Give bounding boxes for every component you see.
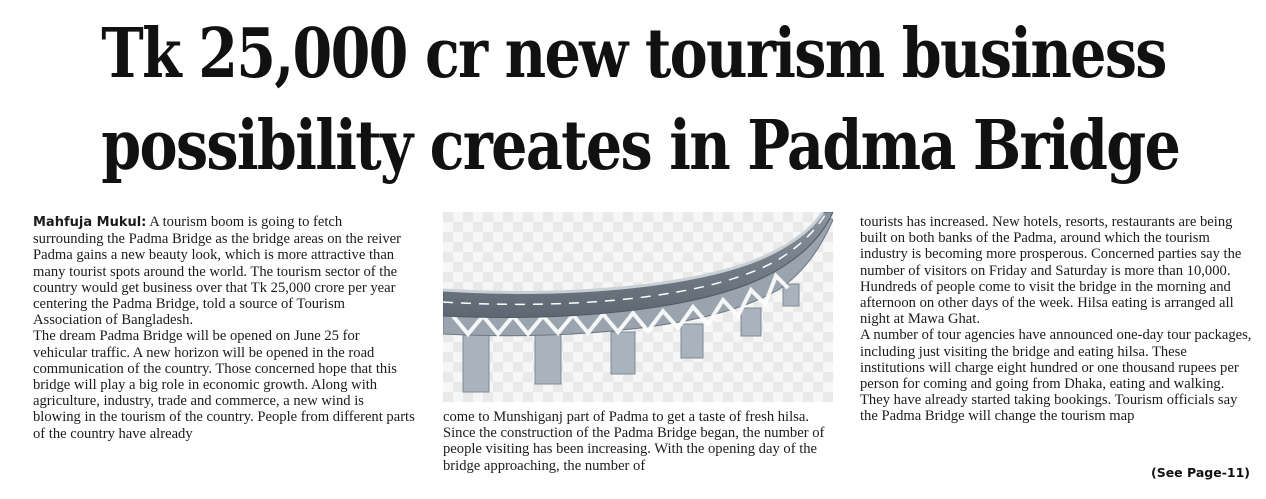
bridge-illustration xyxy=(443,212,833,402)
paragraph-1 xyxy=(33,214,415,328)
article-column-2 xyxy=(443,409,833,474)
paragraph-4: tourists has increased. New hotels, resorts, restaurants are being built on both banks of the Padma, around which the tourism industry is becoming more prosperous. Concerned parties say the number of visitors on Friday and Saturday is more than 10,000. Hundreds of people come to visit the bridge in the morning and afternoon on other days of the week. Hilsa eating is arranged all night at Mawa Ghat. xyxy=(860,214,1242,328)
article-column-1 xyxy=(33,214,415,442)
headline-line-2: possibility creates in Padma Bridge xyxy=(101,106,1180,186)
paragraph-5: A number of tour agencies have announced one-day tour packages, including just visiting the bridge and eating hilsa. These institutions will charge eight hundred or one thousand rupees per person for coming and going from Dhaka, eating and walking. They have already started taking bookings. Tourism officials say the Padma Bridge will change the tourism map xyxy=(860,327,1252,425)
headline-line-1: Tk 25,000 cr new tourism business xyxy=(101,14,1166,94)
paragraph-2: The dream Padma Bridge will be opened on June 25 for vehicular traffic. A new horizon will be opened in the road communication of the country. Those concerned hope that this bridge will play a big role in economic growth. Along with agriculture, industry, trade and commerce, a new wind is blowing in the tourism of the country. People from different parts of the country have already xyxy=(33,328,415,442)
article-column-3 xyxy=(860,214,1252,425)
paragraph-1-text: A tourism boom is going to fetch surrounding the Padma Bridge as the bridge areas on the reiver Padma gains a new beauty look, which is more attractive than many tourist spots around the world. The tourism sector of the country would get business over that Tk 25,000 crore per year centering the Padma Bridge, told a source of Tourism Association of Bangladesh. xyxy=(33,214,401,329)
paragraph-3: come to Munshiganj part of Padma to get a taste of fresh hilsa. Since the construction of the Padma Bridge began, the number of people visiting has been increasing. With the opening day of the bridge approaching, the number of xyxy=(443,409,825,474)
byline: Mahfuja Mukul: xyxy=(33,215,147,230)
headline xyxy=(101,8,1180,192)
continued-label: (See Page-11) xyxy=(1150,465,1250,480)
